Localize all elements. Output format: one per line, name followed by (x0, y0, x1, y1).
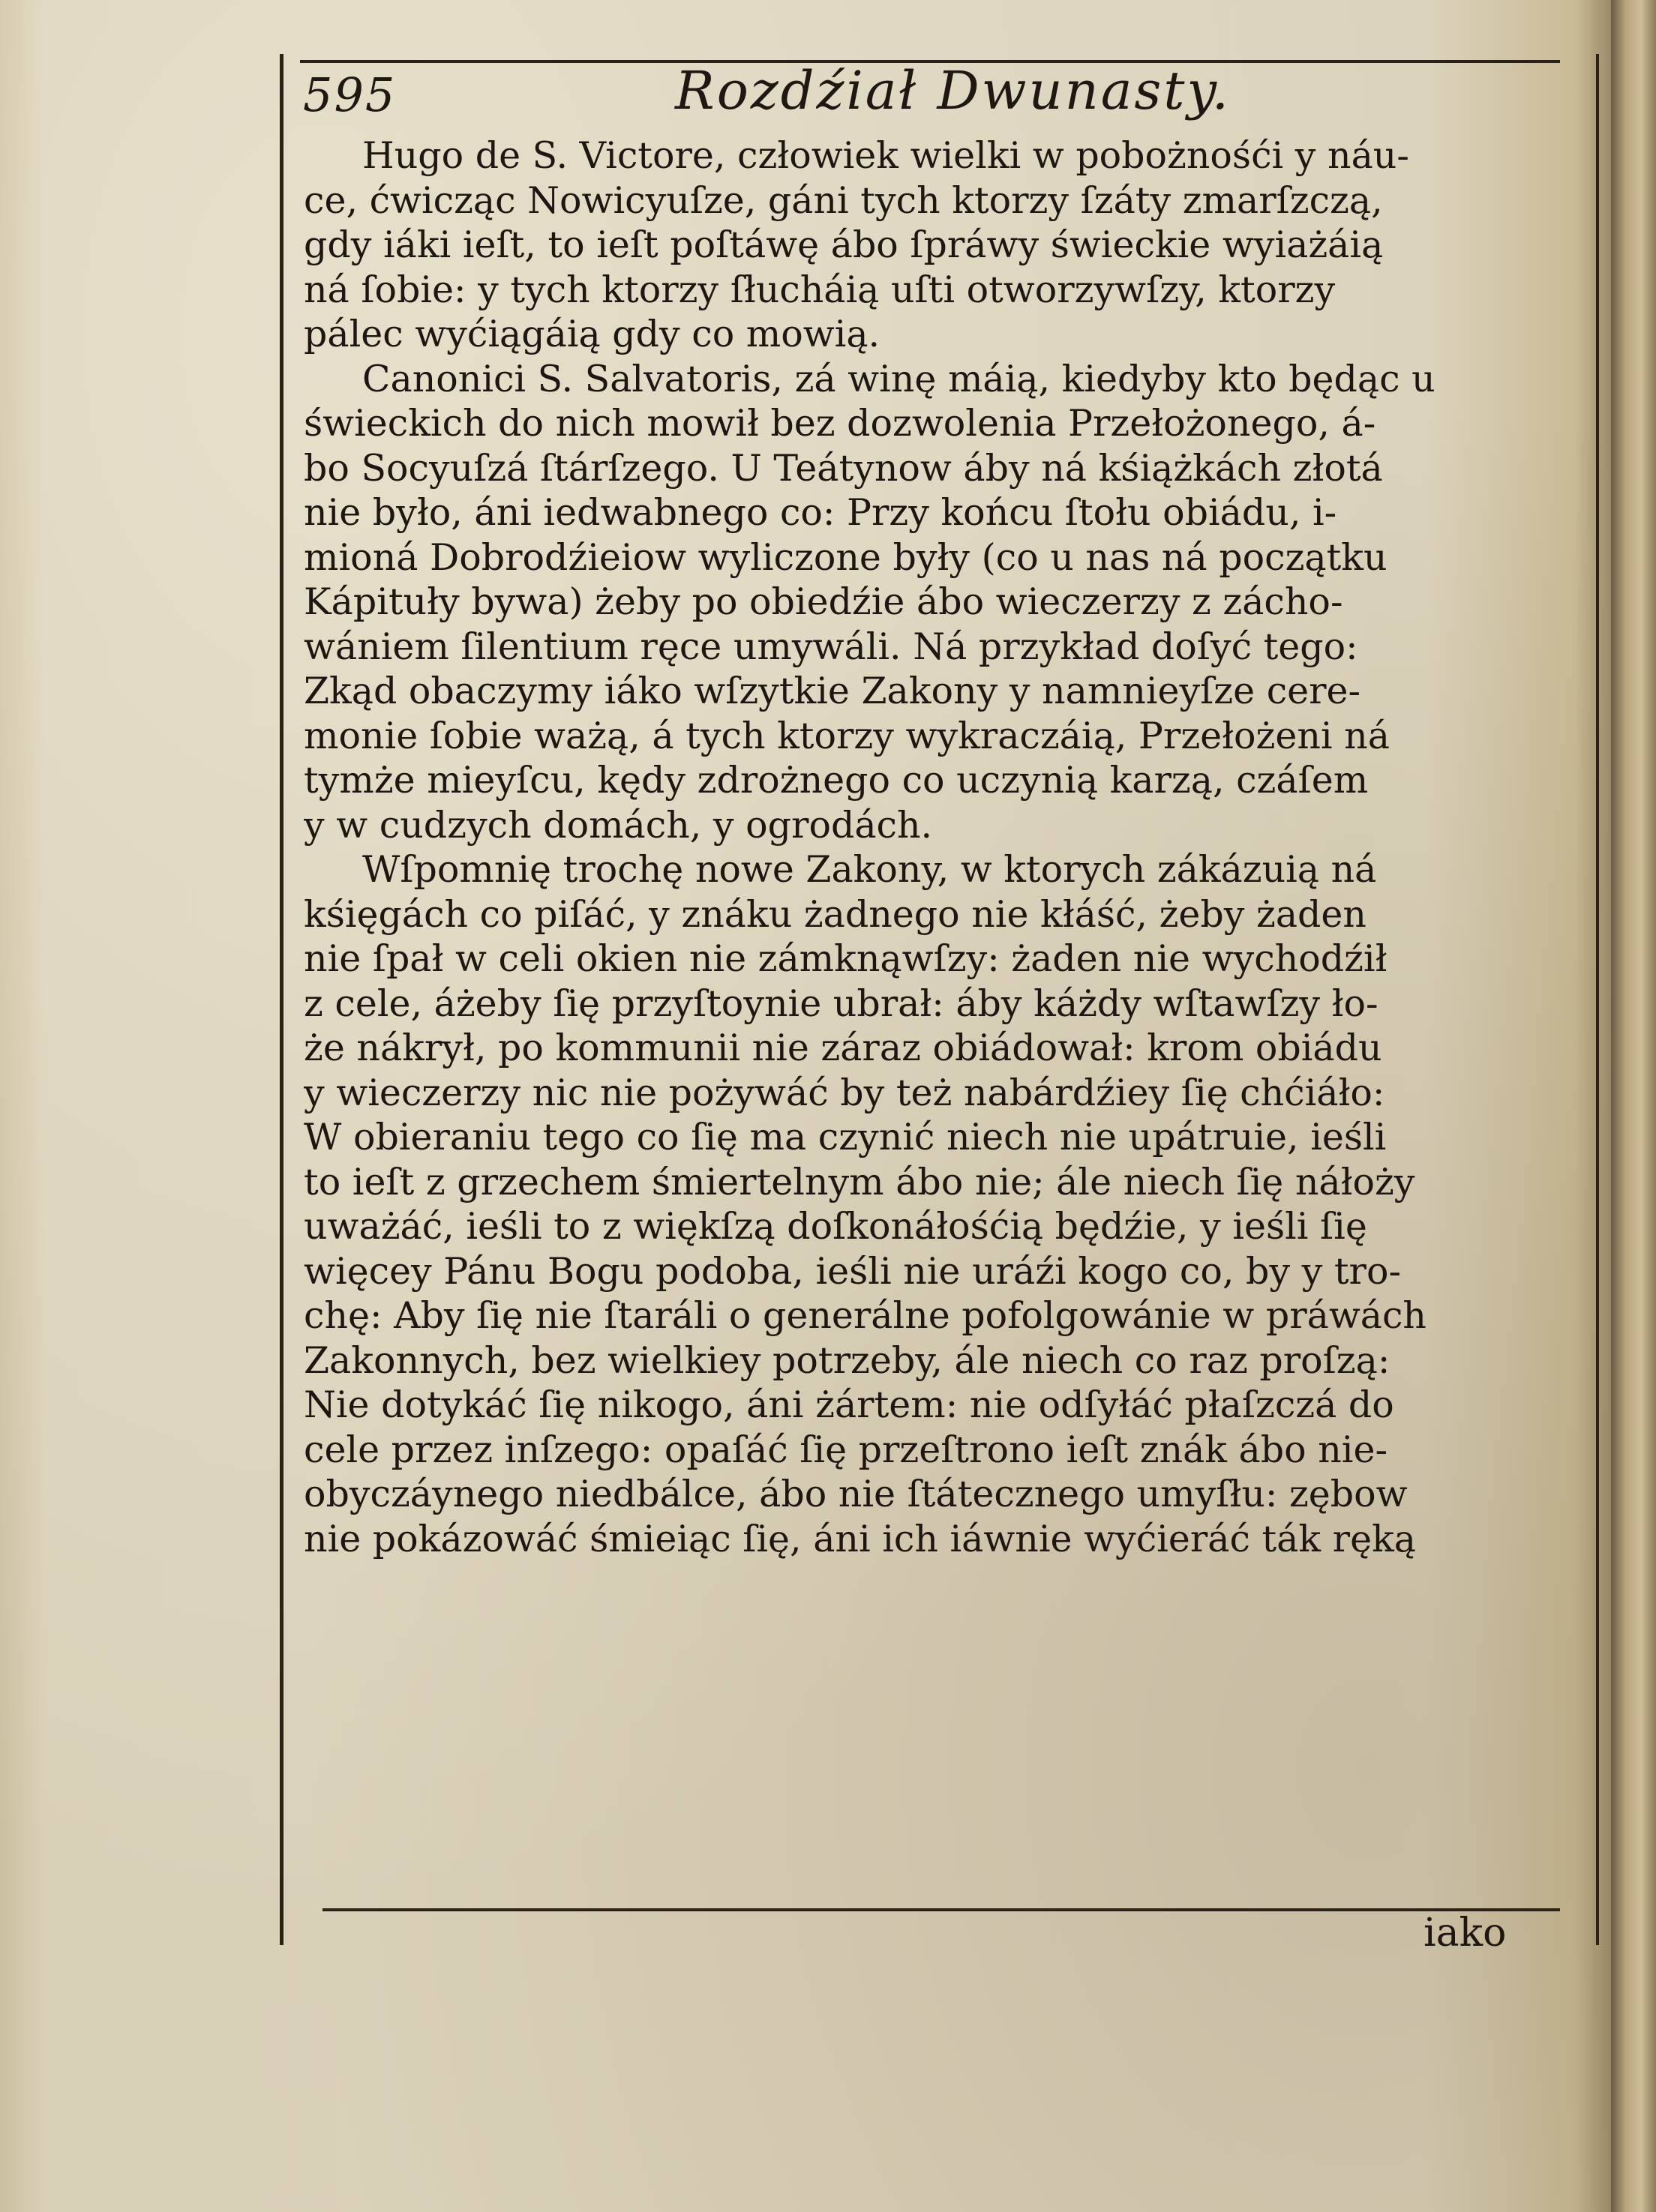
text-line: Wſpomnię trochę nowe Zakony, w ktorych zákázuią ná (362, 848, 1377, 891)
text-line: to ieſt z grzechem śmiertelnym ábo nie; ále niech ſię náłoży (304, 1160, 1415, 1203)
text-line: mioná Dobrodźieiow wyliczone były (co u nas ná początku (304, 535, 1388, 579)
text-line: y w cudzych domách, y ogrodách. (304, 803, 933, 847)
running-title: Rozdźiał Dwunasty. (675, 60, 1231, 121)
text-line: W obieraniu tego co ſię ma czynić niech nie upátruie, ieśli (304, 1116, 1387, 1158)
bottom-rule (322, 1908, 1560, 1911)
text-line: nie ſpał w celi okien nie zámknąwſzy: żaden nie wychodźił (304, 937, 1388, 980)
text-line: gdy iáki ieſt, to ieſt poſtáwę ábo ſpráwy świeckie wyiażáią (304, 223, 1384, 266)
text-line: że nákrył, po kommunii nie záraz obiádował: krom obiádu (304, 1027, 1382, 1069)
text-line: Zakonnych, bez wielkiey potrzeby, ále niech co raz proſzą: (304, 1338, 1390, 1382)
text-line: cele przez inſzego: opaſáć ſię przeſtrono ieſt znák ábo nie- (304, 1428, 1388, 1471)
text-line: ná ſobie: y tych ktorzy ſłucháią uſti otworzywſzy, ktorzy (304, 268, 1336, 311)
text-line: Kápituły bywa) żeby po obiedźie ábo wieczerzy z zácho- (304, 580, 1343, 623)
text-line: kśięgách co piſáć, y znáku żadnego nie kłáść, żeby żaden (304, 892, 1366, 936)
text-line: Nie dotykáć ſię nikogo, áni żártem: nie odſyłáć płaſzczá do (304, 1383, 1394, 1426)
text-line: pálec wyćiągáią gdy co mowią. (304, 313, 880, 355)
text-line: Zkąd obaczymy iáko wſzytkie Zakony y namnieyſze cere- (304, 670, 1361, 712)
text-line: nie było, áni iedwabnego co: Przy końcu ſtołu obiádu, i- (304, 491, 1337, 534)
body-text (304, 133, 1579, 1561)
text-line: z cele, áżeby ſię przyſtoynie ubrał: áby káżdy wſtawſzy ło- (304, 982, 1378, 1025)
catchword: iako (1424, 1911, 1507, 1956)
text-line: Canonici S. Salvatoris, zá winę máią, kiedyby kto będąc u (362, 357, 1436, 400)
text-line: y wieczerzy nic nie pożywáć by też nabárdźiey ſię chćiáło: (304, 1071, 1385, 1114)
text-line: chę: Aby ſię nie ſtaráli o generálne pofolgowánie w práwách (304, 1294, 1426, 1337)
text-line: Hugo de S. Victore, człowiek wielki w pobożnośći y náu- (362, 134, 1409, 177)
text-line: tymże mieyſcu, kędy zdrożnego co uczynią karzą, czáſem (304, 759, 1369, 802)
text-line: monie ſobie ważą, á tych ktorzy wykraczáią, Przełożeni ná (304, 714, 1390, 757)
text-line: więcey Pánu Bogu podoba, ieśli nie uráźi kogo co, by y tro- (304, 1249, 1402, 1293)
text-line: ce, ćwicząc Nowicyuſze, gáni tych ktorzy ſzáty zmarſzczą, (304, 178, 1383, 222)
text-line: nie pokázowáć śmieiąc ſię, áni ich iáwnie wyćieráć ták ręką (304, 1517, 1416, 1560)
page-number: 595 (303, 67, 397, 122)
next-page-edge (1611, 0, 1656, 2212)
text-line: obyczáynego niedbálce, ábo nie ſtátecznego umyſłu: zębow (304, 1473, 1408, 1515)
text-line: bo Socyuſzá ſtárſzego. U Teátynow áby ná kśiążkách złotá (304, 446, 1383, 490)
text-line: wániem ſilentium ręce umywáli. Ná przykład doſyć tego: (304, 625, 1358, 668)
text-line: uważáć, ieśli to z więkſzą doſkonáłośćią będźie, y ieśli ſię (304, 1205, 1367, 1248)
text-line: świeckich do nich mowił bez dozwolenia Przełożonego, á- (304, 402, 1376, 445)
